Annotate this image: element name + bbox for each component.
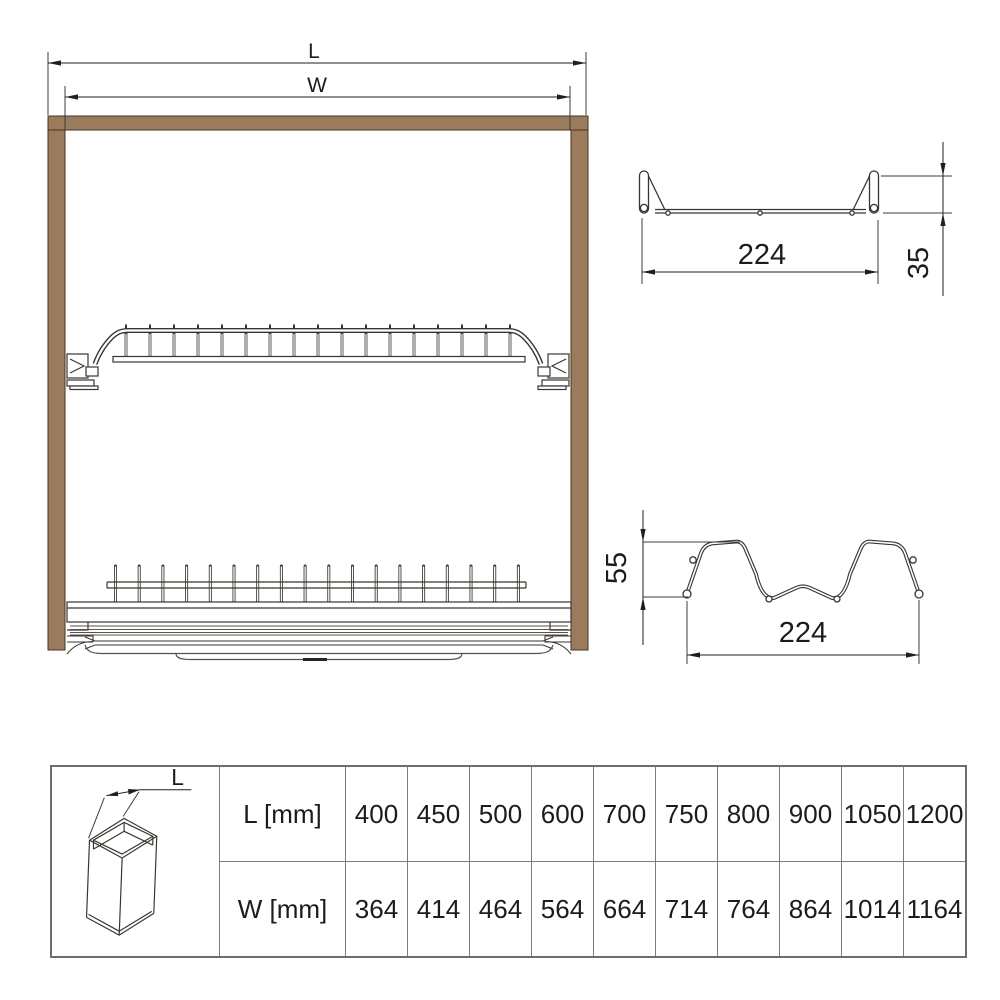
table-cell: 500 bbox=[470, 766, 532, 862]
upper-plate-rack bbox=[67, 325, 569, 390]
profile-top-shape bbox=[640, 171, 879, 215]
tray-rim bbox=[85, 637, 553, 649]
row-header-W: W [mm] bbox=[220, 862, 346, 958]
table-cell: 864 bbox=[780, 862, 842, 958]
profile-bottom-width-label: 224 bbox=[778, 617, 828, 649]
table-cell: 714 bbox=[656, 862, 718, 958]
dimension-label-W: W bbox=[307, 74, 327, 97]
profile-bottom-wire bbox=[687, 542, 919, 599]
table-cell: 800 bbox=[718, 766, 780, 862]
table-cell: 564 bbox=[532, 862, 594, 958]
table-cell: 414 bbox=[408, 862, 470, 958]
table-cell: 1050 bbox=[842, 766, 904, 862]
rack-bottom-bar bbox=[113, 357, 525, 363]
icon-dimension-label: L bbox=[171, 767, 184, 790]
drip-tray bbox=[85, 645, 553, 660]
wire-cross-sections bbox=[683, 557, 923, 602]
right-bracket bbox=[538, 354, 569, 390]
table-cell: 1014 bbox=[842, 862, 904, 958]
cabinet-box-icon bbox=[52, 767, 219, 949]
dimension-label-L: L bbox=[308, 40, 320, 63]
table-cell: 750 bbox=[656, 766, 718, 862]
profile-bottom bbox=[601, 510, 923, 664]
table-cell: 1200 bbox=[904, 766, 967, 862]
drainer-pins bbox=[116, 566, 519, 602]
table-cell: 764 bbox=[718, 862, 780, 958]
profile-bottom-height-label: 55 bbox=[601, 551, 633, 585]
table-cell: 700 bbox=[594, 766, 656, 862]
profile-bottom-wire-core bbox=[687, 542, 919, 599]
lower-drainer-rack bbox=[67, 566, 571, 660]
slide-bands bbox=[70, 626, 568, 635]
profile-top bbox=[640, 142, 953, 296]
left-bracket bbox=[67, 354, 98, 390]
drainer-rail bbox=[107, 582, 526, 588]
table-cell: 600 bbox=[532, 766, 594, 862]
table-cell: 364 bbox=[346, 862, 408, 958]
cabinet-icon-cell bbox=[51, 766, 220, 957]
table-cell: 900 bbox=[780, 766, 842, 862]
cabinet-carcass bbox=[48, 116, 588, 650]
table-cell: 464 bbox=[470, 862, 532, 958]
profile-top-width-label: 224 bbox=[737, 239, 787, 271]
table-cell: 450 bbox=[408, 766, 470, 862]
table-cell: 664 bbox=[594, 862, 656, 958]
front-view bbox=[48, 40, 588, 660]
profile-bottom-dim-height bbox=[640, 510, 740, 645]
row-header-L: L [mm] bbox=[220, 766, 346, 862]
table-cell: 1164 bbox=[904, 862, 967, 958]
table-cell: 400 bbox=[346, 766, 408, 862]
size-table bbox=[50, 765, 967, 958]
profile-top-height-label: 35 bbox=[903, 246, 935, 280]
